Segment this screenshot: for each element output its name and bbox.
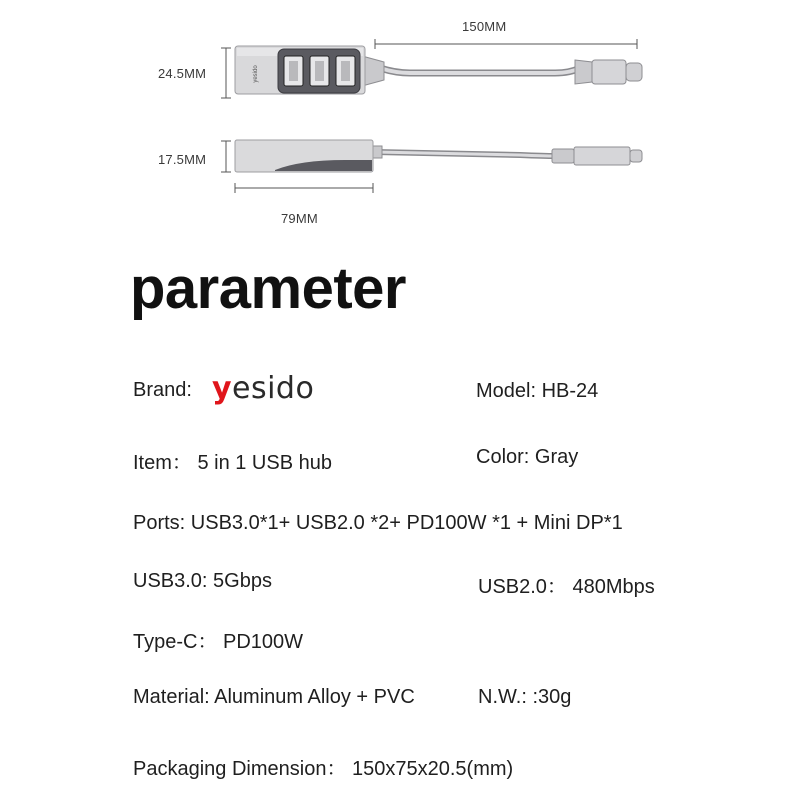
brand-logo-mark: y [211,371,232,406]
brand-label: Brand: [133,379,192,401]
ports-spec: Ports: USB3.0*1+ USB2.0 *2+ PD100W *1 + Mini DP*1 [133,512,623,534]
brand-logo [212,371,314,406]
height-dimension-line [221,48,231,98]
brand-row [133,373,314,408]
length-label: 150MM [462,19,507,34]
material-spec: Material: Aluminum Alloy + PVC [133,686,415,708]
usb2-spec: USB2.0： 480Mbps [478,576,655,598]
usb3-spec: USB3.0: 5Gbps [133,570,272,592]
body-length-dimension-line [235,183,373,193]
color-spec: Color: Gray [476,446,579,468]
typec-spec: Type-C： PD100W [133,631,304,653]
hub-print-text: yesido [253,65,259,83]
hub-side-view [235,140,642,172]
hub-top-view [235,46,642,94]
product-dimension-diagram [0,0,800,260]
thickness-label: 17.5MM [158,152,207,167]
packaging-spec: Packaging Dimension： 150x75x20.5(mm) [133,758,514,780]
length-dimension-line [375,39,637,49]
brand-logo-text: esido [232,371,315,406]
model-spec: Model: HB-24 [476,380,599,402]
item-spec: Item： 5 in 1 USB hub [133,452,332,474]
body-length-label: 79MM [281,211,318,226]
thickness-dimension-line [221,141,231,172]
section-title: parameter [130,256,406,321]
weight-spec: N.W.: :30g [478,686,572,708]
height-label: 24.5MM [158,66,207,81]
